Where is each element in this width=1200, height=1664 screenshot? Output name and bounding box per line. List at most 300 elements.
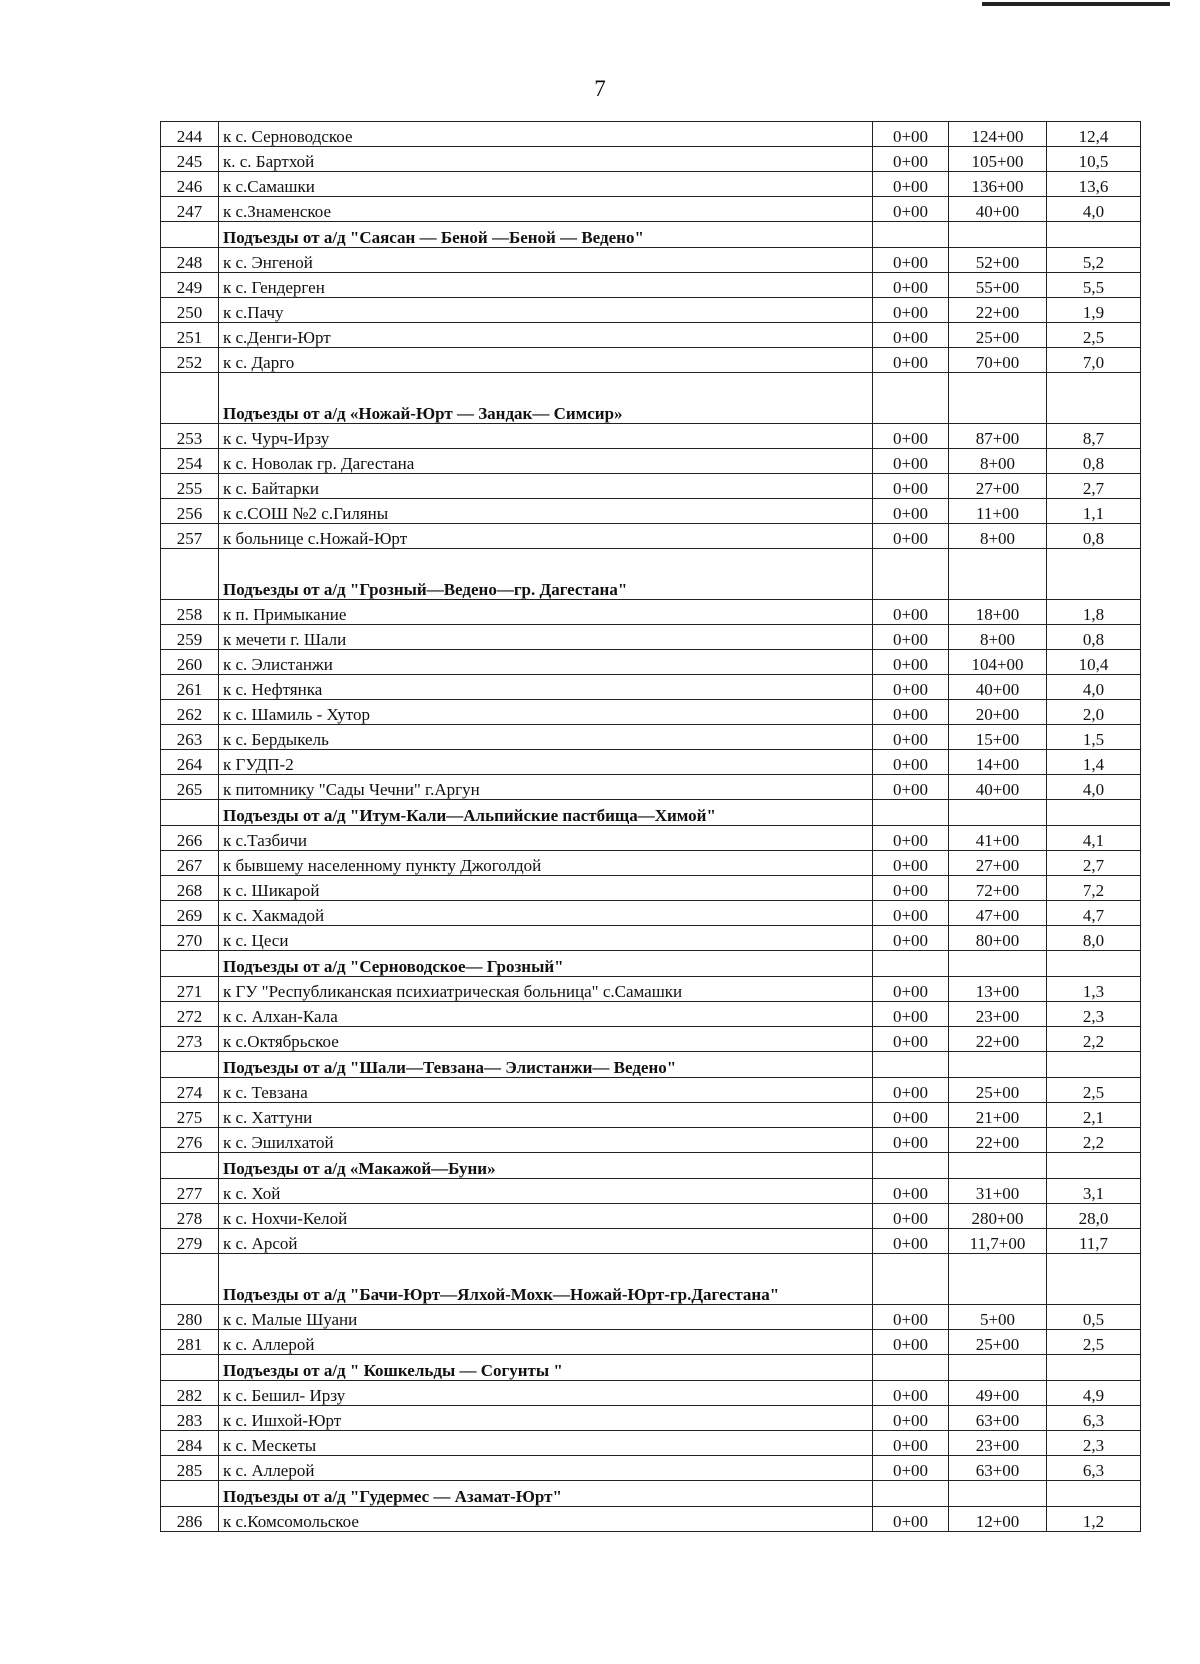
- table-row: [161, 1330, 1141, 1355]
- table-row: [161, 750, 1141, 775]
- length-km-cell: 12,4: [1047, 122, 1141, 147]
- start-chainage-cell: 0+00: [873, 449, 949, 474]
- length-km-cell: 4,0: [1047, 675, 1141, 700]
- length-km-cell: 2,7: [1047, 851, 1141, 876]
- empty-cell: [1047, 1153, 1141, 1179]
- section-row: [161, 549, 1141, 600]
- end-chainage-cell: 105+00: [949, 147, 1047, 172]
- end-chainage-cell: 23+00: [949, 1431, 1047, 1456]
- end-chainage-cell: 8+00: [949, 524, 1047, 549]
- length-km-cell: 1,2: [1047, 1507, 1141, 1532]
- length-km-cell: 0,5: [1047, 1305, 1141, 1330]
- table-row: [161, 172, 1141, 197]
- row-number: 283: [161, 1406, 219, 1431]
- empty-cell: [873, 1254, 949, 1305]
- empty-cell: [1047, 1254, 1141, 1305]
- row-number: 255: [161, 474, 219, 499]
- empty-cell: [873, 1052, 949, 1078]
- length-km-cell: 1,4: [1047, 750, 1141, 775]
- row-number: 251: [161, 323, 219, 348]
- empty-cell: [873, 800, 949, 826]
- page-number: 7: [594, 76, 606, 101]
- end-chainage-cell: 22+00: [949, 1027, 1047, 1052]
- end-chainage-cell: 8+00: [949, 449, 1047, 474]
- end-chainage-cell: 13+00: [949, 977, 1047, 1002]
- length-km-cell: 2,0: [1047, 700, 1141, 725]
- table-row: [161, 625, 1141, 650]
- section-row: [161, 951, 1141, 977]
- row-number: 273: [161, 1027, 219, 1052]
- row-number: 281: [161, 1330, 219, 1355]
- length-km-cell: 2,2: [1047, 1027, 1141, 1052]
- start-chainage-cell: 0+00: [873, 1305, 949, 1330]
- empty-cell: [161, 951, 219, 977]
- section-heading: Подъезды от а/д "Бачи-Юрт—Ялхой-Мохк—Ножай-Юрт-гр.Дагестана": [219, 1254, 873, 1305]
- empty-cell: [1047, 951, 1141, 977]
- empty-cell: [949, 1153, 1047, 1179]
- destination-cell: к. с. Бартхой: [219, 147, 873, 172]
- row-number: 253: [161, 424, 219, 449]
- start-chainage-cell: 0+00: [873, 524, 949, 549]
- length-km-cell: 2,5: [1047, 323, 1141, 348]
- destination-cell: к ГУДП-2: [219, 750, 873, 775]
- section-heading: Подъезды от а/д " Кошкельды — Согунты ": [219, 1355, 873, 1381]
- destination-cell: к с. Цеси: [219, 926, 873, 951]
- table-row: [161, 323, 1141, 348]
- destination-cell: к больнице с.Ножай-Юрт: [219, 524, 873, 549]
- length-km-cell: 1,1: [1047, 499, 1141, 524]
- start-chainage-cell: 0+00: [873, 675, 949, 700]
- destination-cell: к мечети г. Шали: [219, 625, 873, 650]
- start-chainage-cell: 0+00: [873, 926, 949, 951]
- destination-cell: к с. Арсой: [219, 1229, 873, 1254]
- length-km-cell: 6,3: [1047, 1456, 1141, 1481]
- length-km-cell: 8,0: [1047, 926, 1141, 951]
- table-row: [161, 725, 1141, 750]
- row-number: 260: [161, 650, 219, 675]
- empty-cell: [161, 1254, 219, 1305]
- destination-cell: к с. Мескеты: [219, 1431, 873, 1456]
- length-km-cell: 5,2: [1047, 248, 1141, 273]
- empty-cell: [873, 373, 949, 424]
- table-row: [161, 1002, 1141, 1027]
- start-chainage-cell: 0+00: [873, 1078, 949, 1103]
- row-number: 246: [161, 172, 219, 197]
- start-chainage-cell: 0+00: [873, 122, 949, 147]
- start-chainage-cell: 0+00: [873, 1229, 949, 1254]
- row-number: 279: [161, 1229, 219, 1254]
- start-chainage-cell: 0+00: [873, 248, 949, 273]
- destination-cell: к с. Нефтянка: [219, 675, 873, 700]
- table-row: [161, 298, 1141, 323]
- destination-cell: к с. Ишхой-Юрт: [219, 1406, 873, 1431]
- table-row: [161, 650, 1141, 675]
- length-km-cell: 4,9: [1047, 1381, 1141, 1406]
- destination-cell: к с.Самашки: [219, 172, 873, 197]
- empty-cell: [949, 1355, 1047, 1381]
- empty-cell: [161, 800, 219, 826]
- row-number: 262: [161, 700, 219, 725]
- empty-cell: [949, 222, 1047, 248]
- end-chainage-cell: 11+00: [949, 499, 1047, 524]
- top-rule: [982, 2, 1170, 6]
- end-chainage-cell: 52+00: [949, 248, 1047, 273]
- row-number: 285: [161, 1456, 219, 1481]
- table-row: [161, 348, 1141, 373]
- empty-cell: [161, 1355, 219, 1381]
- table-row: [161, 700, 1141, 725]
- empty-cell: [1047, 373, 1141, 424]
- table-row: [161, 977, 1141, 1002]
- destination-cell: к с. Серноводское: [219, 122, 873, 147]
- table-row: [161, 1406, 1141, 1431]
- end-chainage-cell: 31+00: [949, 1179, 1047, 1204]
- destination-cell: к с.Тазбичи: [219, 826, 873, 851]
- empty-cell: [873, 1153, 949, 1179]
- empty-cell: [873, 1355, 949, 1381]
- start-chainage-cell: 0+00: [873, 826, 949, 851]
- start-chainage-cell: 0+00: [873, 1431, 949, 1456]
- empty-cell: [161, 373, 219, 424]
- destination-cell: к бывшему населенному пункту Джоголдой: [219, 851, 873, 876]
- start-chainage-cell: 0+00: [873, 172, 949, 197]
- empty-cell: [949, 549, 1047, 600]
- table-row: [161, 775, 1141, 800]
- length-km-cell: 13,6: [1047, 172, 1141, 197]
- start-chainage-cell: 0+00: [873, 625, 949, 650]
- table-row: [161, 926, 1141, 951]
- empty-cell: [949, 951, 1047, 977]
- end-chainage-cell: 87+00: [949, 424, 1047, 449]
- end-chainage-cell: 27+00: [949, 851, 1047, 876]
- destination-cell: к с. Нохчи-Келой: [219, 1204, 873, 1229]
- destination-cell: к питомнику "Сады Чечни" г.Аргун: [219, 775, 873, 800]
- table-row: [161, 147, 1141, 172]
- end-chainage-cell: 72+00: [949, 876, 1047, 901]
- end-chainage-cell: 63+00: [949, 1406, 1047, 1431]
- end-chainage-cell: 40+00: [949, 197, 1047, 222]
- section-heading: Подъезды от а/д «Макажой—Буни»: [219, 1153, 873, 1179]
- destination-cell: к с.СОШ №2 с.Гиляны: [219, 499, 873, 524]
- empty-cell: [873, 222, 949, 248]
- row-number: 252: [161, 348, 219, 373]
- length-km-cell: 8,7: [1047, 424, 1141, 449]
- length-km-cell: 6,3: [1047, 1406, 1141, 1431]
- row-number: 267: [161, 851, 219, 876]
- empty-cell: [873, 549, 949, 600]
- empty-cell: [1047, 222, 1141, 248]
- start-chainage-cell: 0+00: [873, 650, 949, 675]
- row-number: 284: [161, 1431, 219, 1456]
- end-chainage-cell: 25+00: [949, 1330, 1047, 1355]
- row-number: 258: [161, 600, 219, 625]
- start-chainage-cell: 0+00: [873, 273, 949, 298]
- destination-cell: к с. Аллерой: [219, 1330, 873, 1355]
- empty-cell: [949, 1254, 1047, 1305]
- length-km-cell: 10,5: [1047, 147, 1141, 172]
- empty-cell: [161, 549, 219, 600]
- empty-cell: [161, 1052, 219, 1078]
- destination-cell: к с. Гендерген: [219, 273, 873, 298]
- start-chainage-cell: 0+00: [873, 1027, 949, 1052]
- table-row: [161, 1507, 1141, 1532]
- row-number: 263: [161, 725, 219, 750]
- table-row: [161, 1027, 1141, 1052]
- table-row: [161, 1204, 1141, 1229]
- row-number: 245: [161, 147, 219, 172]
- start-chainage-cell: 0+00: [873, 1456, 949, 1481]
- row-number: 266: [161, 826, 219, 851]
- start-chainage-cell: 0+00: [873, 348, 949, 373]
- length-km-cell: 2,3: [1047, 1431, 1141, 1456]
- table-row: [161, 1128, 1141, 1153]
- empty-cell: [949, 373, 1047, 424]
- length-km-cell: 4,1: [1047, 826, 1141, 851]
- destination-cell: к п. Примыкание: [219, 600, 873, 625]
- empty-cell: [873, 951, 949, 977]
- length-km-cell: 4,7: [1047, 901, 1141, 926]
- destination-cell: к с. Энгеной: [219, 248, 873, 273]
- row-number: 265: [161, 775, 219, 800]
- destination-cell: к с. Аллерой: [219, 1456, 873, 1481]
- row-number: 286: [161, 1507, 219, 1532]
- destination-cell: к с. Тевзана: [219, 1078, 873, 1103]
- start-chainage-cell: 0+00: [873, 424, 949, 449]
- length-km-cell: 10,4: [1047, 650, 1141, 675]
- length-km-cell: 5,5: [1047, 273, 1141, 298]
- table-row: [161, 1229, 1141, 1254]
- length-km-cell: 28,0: [1047, 1204, 1141, 1229]
- destination-cell: к с. Бердыкель: [219, 725, 873, 750]
- destination-cell: к с.Комсомольское: [219, 1507, 873, 1532]
- roads-table: [160, 121, 1141, 1532]
- row-number: 272: [161, 1002, 219, 1027]
- start-chainage-cell: 0+00: [873, 147, 949, 172]
- destination-cell: к с. Шикарой: [219, 876, 873, 901]
- destination-cell: к с. Бешил- Ирзу: [219, 1381, 873, 1406]
- table-row: [161, 474, 1141, 499]
- table-row: [161, 826, 1141, 851]
- start-chainage-cell: 0+00: [873, 851, 949, 876]
- end-chainage-cell: 8+00: [949, 625, 1047, 650]
- end-chainage-cell: 25+00: [949, 1078, 1047, 1103]
- section-heading: Подъезды от а/д "Серноводское— Грозный": [219, 951, 873, 977]
- row-number: 278: [161, 1204, 219, 1229]
- length-km-cell: 11,7: [1047, 1229, 1141, 1254]
- length-km-cell: 1,3: [1047, 977, 1141, 1002]
- end-chainage-cell: 40+00: [949, 675, 1047, 700]
- empty-cell: [161, 222, 219, 248]
- end-chainage-cell: 63+00: [949, 1456, 1047, 1481]
- empty-cell: [1047, 549, 1141, 600]
- table-row: [161, 122, 1141, 147]
- section-heading: Подъезды от а/д «Ножай-Юрт — Зандак— Симсир»: [219, 373, 873, 424]
- table-row: [161, 197, 1141, 222]
- section-heading: Подъезды от а/д "Грозный—Ведено—гр. Дагестана": [219, 549, 873, 600]
- row-number: 244: [161, 122, 219, 147]
- row-number: 247: [161, 197, 219, 222]
- length-km-cell: 4,0: [1047, 775, 1141, 800]
- start-chainage-cell: 0+00: [873, 700, 949, 725]
- end-chainage-cell: 18+00: [949, 600, 1047, 625]
- table-row: [161, 1103, 1141, 1128]
- length-km-cell: 7,0: [1047, 348, 1141, 373]
- length-km-cell: 1,9: [1047, 298, 1141, 323]
- length-km-cell: 3,1: [1047, 1179, 1141, 1204]
- empty-cell: [1047, 1052, 1141, 1078]
- section-row: [161, 1052, 1141, 1078]
- section-row: [161, 373, 1141, 424]
- destination-cell: к с.Октябрьское: [219, 1027, 873, 1052]
- end-chainage-cell: 25+00: [949, 323, 1047, 348]
- table-row: [161, 248, 1141, 273]
- start-chainage-cell: 0+00: [873, 1330, 949, 1355]
- table-row: [161, 675, 1141, 700]
- section-row: [161, 1153, 1141, 1179]
- empty-cell: [949, 1481, 1047, 1507]
- start-chainage-cell: 0+00: [873, 901, 949, 926]
- table-row: [161, 273, 1141, 298]
- start-chainage-cell: 0+00: [873, 499, 949, 524]
- row-number: 270: [161, 926, 219, 951]
- row-number: 280: [161, 1305, 219, 1330]
- start-chainage-cell: 0+00: [873, 1002, 949, 1027]
- row-number: 250: [161, 298, 219, 323]
- length-km-cell: 4,0: [1047, 197, 1141, 222]
- row-number: 254: [161, 449, 219, 474]
- table-body: [161, 122, 1141, 1532]
- start-chainage-cell: 0+00: [873, 1507, 949, 1532]
- end-chainage-cell: 23+00: [949, 1002, 1047, 1027]
- table-row: [161, 851, 1141, 876]
- destination-cell: к с. Чурч-Ирзу: [219, 424, 873, 449]
- end-chainage-cell: 124+00: [949, 122, 1047, 147]
- row-number: 271: [161, 977, 219, 1002]
- empty-cell: [873, 1481, 949, 1507]
- destination-cell: к с. Малые Шуани: [219, 1305, 873, 1330]
- section-row: [161, 1355, 1141, 1381]
- end-chainage-cell: 22+00: [949, 1128, 1047, 1153]
- empty-cell: [161, 1481, 219, 1507]
- row-number: 261: [161, 675, 219, 700]
- length-km-cell: 2,5: [1047, 1330, 1141, 1355]
- table-row: [161, 449, 1141, 474]
- row-number: 256: [161, 499, 219, 524]
- end-chainage-cell: 11,7+00: [949, 1229, 1047, 1254]
- table-row: [161, 901, 1141, 926]
- section-heading: Подъезды от а/д "Итум-Кали—Альпийские пастбища—Химой": [219, 800, 873, 826]
- empty-cell: [1047, 800, 1141, 826]
- table-row: [161, 876, 1141, 901]
- row-number: 248: [161, 248, 219, 273]
- end-chainage-cell: 280+00: [949, 1204, 1047, 1229]
- end-chainage-cell: 40+00: [949, 775, 1047, 800]
- table-row: [161, 1305, 1141, 1330]
- start-chainage-cell: 0+00: [873, 600, 949, 625]
- table-row: [161, 424, 1141, 449]
- end-chainage-cell: 12+00: [949, 1507, 1047, 1532]
- end-chainage-cell: 136+00: [949, 172, 1047, 197]
- empty-cell: [1047, 1481, 1141, 1507]
- row-number: 274: [161, 1078, 219, 1103]
- row-number: 257: [161, 524, 219, 549]
- table-row: [161, 1078, 1141, 1103]
- destination-cell: к с. Элистанжи: [219, 650, 873, 675]
- end-chainage-cell: 55+00: [949, 273, 1047, 298]
- row-number: 275: [161, 1103, 219, 1128]
- length-km-cell: 1,5: [1047, 725, 1141, 750]
- start-chainage-cell: 0+00: [873, 1128, 949, 1153]
- table-row: [161, 1179, 1141, 1204]
- start-chainage-cell: 0+00: [873, 197, 949, 222]
- end-chainage-cell: 70+00: [949, 348, 1047, 373]
- section-heading: Подъезды от а/д "Шали—Тевзана— Элистанжи— Ведено": [219, 1052, 873, 1078]
- row-number: 276: [161, 1128, 219, 1153]
- length-km-cell: 2,2: [1047, 1128, 1141, 1153]
- section-heading: Подъезды от а/д "Гудермес — Азамат-Юрт": [219, 1481, 873, 1507]
- start-chainage-cell: 0+00: [873, 977, 949, 1002]
- empty-cell: [1047, 1355, 1141, 1381]
- table-row: [161, 1456, 1141, 1481]
- row-number: 249: [161, 273, 219, 298]
- length-km-cell: 2,5: [1047, 1078, 1141, 1103]
- empty-cell: [949, 1052, 1047, 1078]
- start-chainage-cell: 0+00: [873, 775, 949, 800]
- start-chainage-cell: 0+00: [873, 1179, 949, 1204]
- destination-cell: к с. Эшилхатой: [219, 1128, 873, 1153]
- section-row: [161, 1481, 1141, 1507]
- start-chainage-cell: 0+00: [873, 298, 949, 323]
- table-row: [161, 1431, 1141, 1456]
- end-chainage-cell: 14+00: [949, 750, 1047, 775]
- end-chainage-cell: 20+00: [949, 700, 1047, 725]
- end-chainage-cell: 21+00: [949, 1103, 1047, 1128]
- start-chainage-cell: 0+00: [873, 474, 949, 499]
- row-number: 277: [161, 1179, 219, 1204]
- start-chainage-cell: 0+00: [873, 323, 949, 348]
- section-row: [161, 1254, 1141, 1305]
- destination-cell: к с. Хой: [219, 1179, 873, 1204]
- start-chainage-cell: 0+00: [873, 750, 949, 775]
- table-row: [161, 600, 1141, 625]
- empty-cell: [161, 1153, 219, 1179]
- end-chainage-cell: 80+00: [949, 926, 1047, 951]
- destination-cell: к с.Пачу: [219, 298, 873, 323]
- end-chainage-cell: 104+00: [949, 650, 1047, 675]
- start-chainage-cell: 0+00: [873, 1204, 949, 1229]
- row-number: 268: [161, 876, 219, 901]
- start-chainage-cell: 0+00: [873, 1381, 949, 1406]
- length-km-cell: 0,8: [1047, 524, 1141, 549]
- end-chainage-cell: 27+00: [949, 474, 1047, 499]
- destination-cell: к ГУ "Республиканская психиатрическая больница" с.Самашки: [219, 977, 873, 1002]
- table-row: [161, 1381, 1141, 1406]
- destination-cell: к с. Новолак гр. Дагестана: [219, 449, 873, 474]
- table-row: [161, 524, 1141, 549]
- end-chainage-cell: 47+00: [949, 901, 1047, 926]
- row-number: 259: [161, 625, 219, 650]
- destination-cell: к с. Хаттуни: [219, 1103, 873, 1128]
- length-km-cell: 0,8: [1047, 449, 1141, 474]
- destination-cell: к с. Алхан-Кала: [219, 1002, 873, 1027]
- section-heading: Подъезды от а/д "Саясан — Беной —Беной — Ведено": [219, 222, 873, 248]
- destination-cell: к с. Шамиль - Хутор: [219, 700, 873, 725]
- start-chainage-cell: 0+00: [873, 725, 949, 750]
- end-chainage-cell: 15+00: [949, 725, 1047, 750]
- length-km-cell: 2,3: [1047, 1002, 1141, 1027]
- empty-cell: [949, 800, 1047, 826]
- length-km-cell: 1,8: [1047, 600, 1141, 625]
